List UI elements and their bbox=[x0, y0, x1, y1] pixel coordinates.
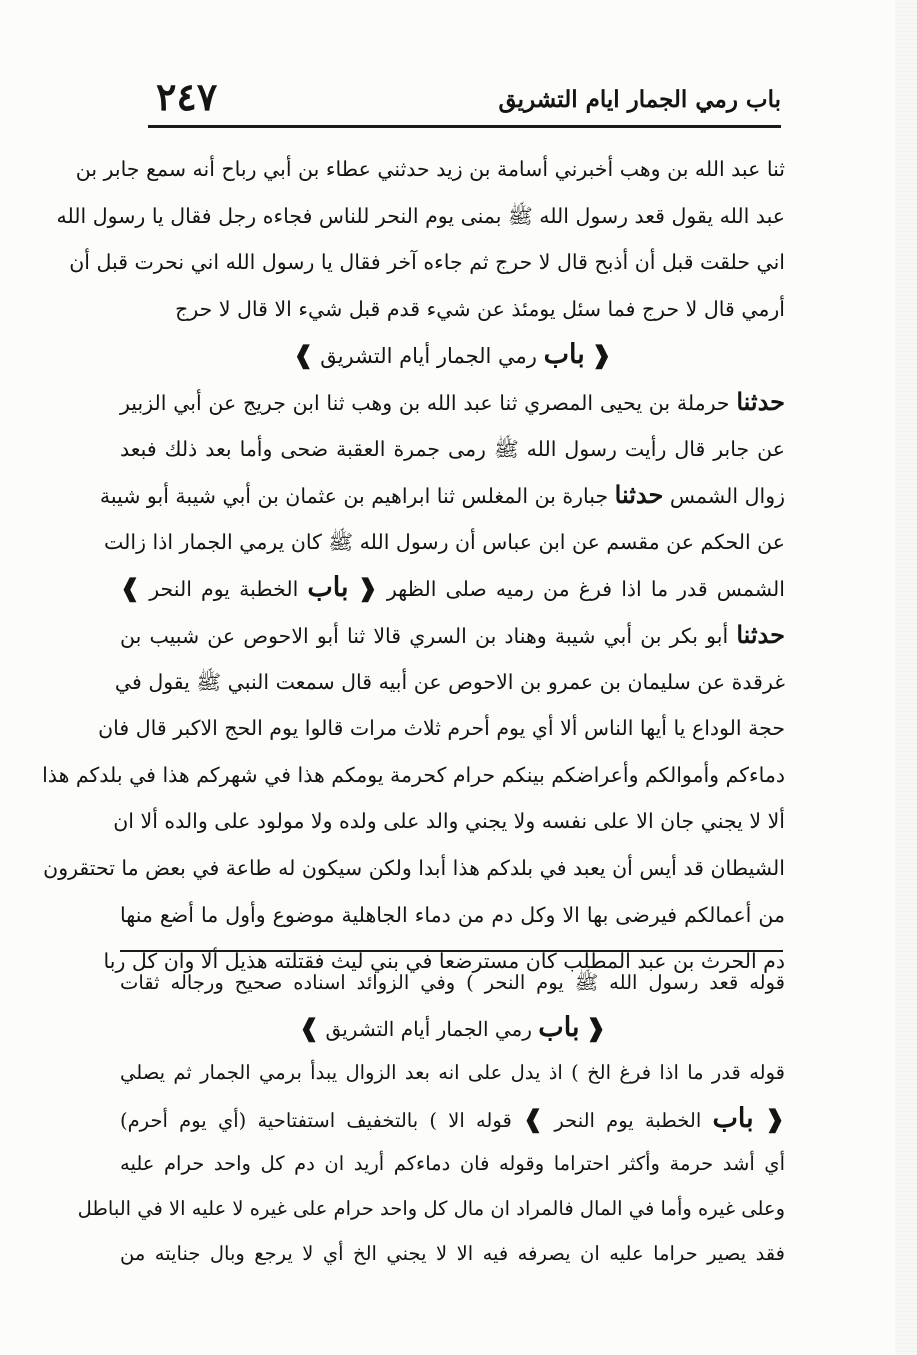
text-line: عن الحكم عن مقسم عن ابن عباس أن رسول الله ﷺ كان يرمي الجمار اذا زالت bbox=[104, 529, 785, 554]
chapter-title: رمي الجمار أيام التشريق bbox=[325, 1017, 532, 1042]
ornament-open: ❰ bbox=[764, 1103, 785, 1133]
chapter-word: باب bbox=[538, 1012, 580, 1044]
text-line: ثنا عبد الله بن وهب أخبرني أسامة بن زيد حدثني عطاء بن أبي رباح أنه سمع جابر بن bbox=[75, 157, 785, 181]
footnote-line: أي أشد حرمة وأكثر احتراما وقوله فان دماءكم أريد ان دم كل واحد حرام عليه bbox=[120, 1151, 785, 1175]
footnote-chapter-heading bbox=[120, 1005, 785, 1050]
main-text bbox=[42, 146, 785, 985]
ornament-open: ❰ bbox=[357, 573, 378, 603]
ornament-close: ❱ bbox=[293, 340, 314, 370]
text-line: دم الحرث بن عبد المطلب كان مسترضعا في بني ليث فقتلته هذيل ألا وان كل ربا bbox=[103, 949, 785, 974]
header-rule bbox=[148, 125, 781, 128]
ornament-open: ❰ bbox=[591, 340, 612, 370]
text-line bbox=[120, 379, 785, 426]
footnote-line: وعلى غيره وأما في المال فالمراد ان مال كل واحد حرام على غيره لا عليه الا في الباطل bbox=[77, 1196, 785, 1220]
scan-edge bbox=[895, 0, 917, 1355]
page-header bbox=[148, 72, 781, 128]
text-line: عن جابر قال رأيت رسول الله ﷺ رمى جمرة العقبة ضحى وأما بعد ذلك فبعد bbox=[120, 436, 785, 461]
text-span: زوال الشمس bbox=[669, 484, 785, 509]
text-line: من أعمالكم فيرضى بها الا وكل دم من دماء الجاهلية موضوع وأول ما أضع منها bbox=[120, 902, 785, 927]
text-span: حرملة بن يحيى المصري ثنا عبد الله بن وهب ثنا ابن جريج عن أبي الزبير bbox=[120, 390, 730, 415]
text-line: غرقدة عن سليمان بن عمرو بن الاحوص عن أبيه قال سمعت النبي ﷺ يقول في bbox=[114, 669, 785, 694]
text-span: جبارة بن المغلس ثنا ابراهيم بن عثمان بن أبي شيبة أبو شيبة bbox=[99, 484, 609, 509]
ornament-close: ❱ bbox=[299, 1013, 320, 1043]
chapter-word: باب bbox=[307, 572, 349, 604]
footnote-line: فقد يصير حراما عليه ان يصرفه فيه الا لا يجني الخ أي لا يرجع وبال جنايته من bbox=[120, 1242, 785, 1266]
page-number: ٢٤٧ bbox=[156, 74, 218, 119]
text-span: أبو بكر بن أبي شيبة وهناد بن السري قالا ثنا أبو الاحوص عن شبيب بن bbox=[120, 623, 729, 648]
ornament-close: ❱ bbox=[120, 573, 141, 603]
text-span: الشمس قدر ما اذا فرغ من رميه صلى الظهر bbox=[386, 577, 785, 602]
footnote-line: قوله قعد رسول الله ﷺ يوم النحر ) وفي الزوائد اسناده صحيح ورجاله ثقات bbox=[120, 971, 785, 994]
chapter-title: رمي الجمار أيام التشريق bbox=[320, 344, 537, 369]
footnote-line: قوله قدر ما اذا فرغ الخ ) اذ يدل على انه بعد الزوال يبدأ برمي الجمار ثم يصلي bbox=[120, 1061, 785, 1085]
running-title: باب رمي الجمار ايام التشريق bbox=[498, 86, 781, 113]
footnotes bbox=[77, 960, 785, 1276]
text-line bbox=[99, 472, 785, 519]
ornament-open: ❰ bbox=[585, 1013, 606, 1043]
chapter-title: الخطبة يوم النحر bbox=[149, 577, 299, 602]
text-line bbox=[120, 565, 785, 612]
chapter-word: باب bbox=[712, 1102, 754, 1134]
haddathana-word: حدثنا bbox=[736, 619, 785, 649]
text-line: أرمي قال لا حرج فما سئل يومئذ عن شيء قدم قبل شيء الا قال لا حرج bbox=[175, 296, 785, 321]
chapter-title: الخطبة يوم النحر bbox=[554, 1108, 702, 1132]
text-line bbox=[120, 612, 785, 659]
text-line: اني حلقت قبل أن أذبح قال لا حرج ثم جاءه آخر فقال يا رسول الله اني نحرت قبل أن bbox=[69, 250, 785, 275]
text-span: قوله الا ) بالتخفيف استفتاحية (أي يوم أحرم) bbox=[120, 1108, 512, 1132]
text-line: الشيطان قد أيس أن يعبد في بلدكم هذا أبدا ولكن سيكون له طاعة في بعض ما تحتقرون bbox=[43, 855, 785, 880]
haddathana-word: حدثنا bbox=[736, 386, 785, 416]
ornament-close: ❱ bbox=[523, 1103, 544, 1133]
chapter-word: باب bbox=[543, 339, 585, 371]
text-line: ألا لا يجني جان الا على نفسه ولا يجني والد على ولده ولا مولود على والده ألا ان bbox=[113, 809, 785, 834]
text-line: حجة الوداع يا أيها الناس ألا أي يوم أحرم ثلاث مرات قالوا يوم الحج الاكبر قال فان bbox=[98, 716, 785, 741]
footnote-line bbox=[120, 1096, 785, 1141]
text-line: عبد الله يقول قعد رسول الله ﷺ بمنى يوم النحر للناس فجاءه رجل فقال يا رسول الله bbox=[56, 203, 785, 228]
text-line: دماءكم وأموالكم وأعراضكم بينكم حرام كحرمة يومكم هذا في شهركم هذا في بلدكم هذا bbox=[42, 762, 785, 787]
footnote-rule bbox=[120, 950, 783, 952]
chapter-heading bbox=[120, 332, 785, 379]
haddathana-word: حدثنا bbox=[614, 480, 664, 510]
